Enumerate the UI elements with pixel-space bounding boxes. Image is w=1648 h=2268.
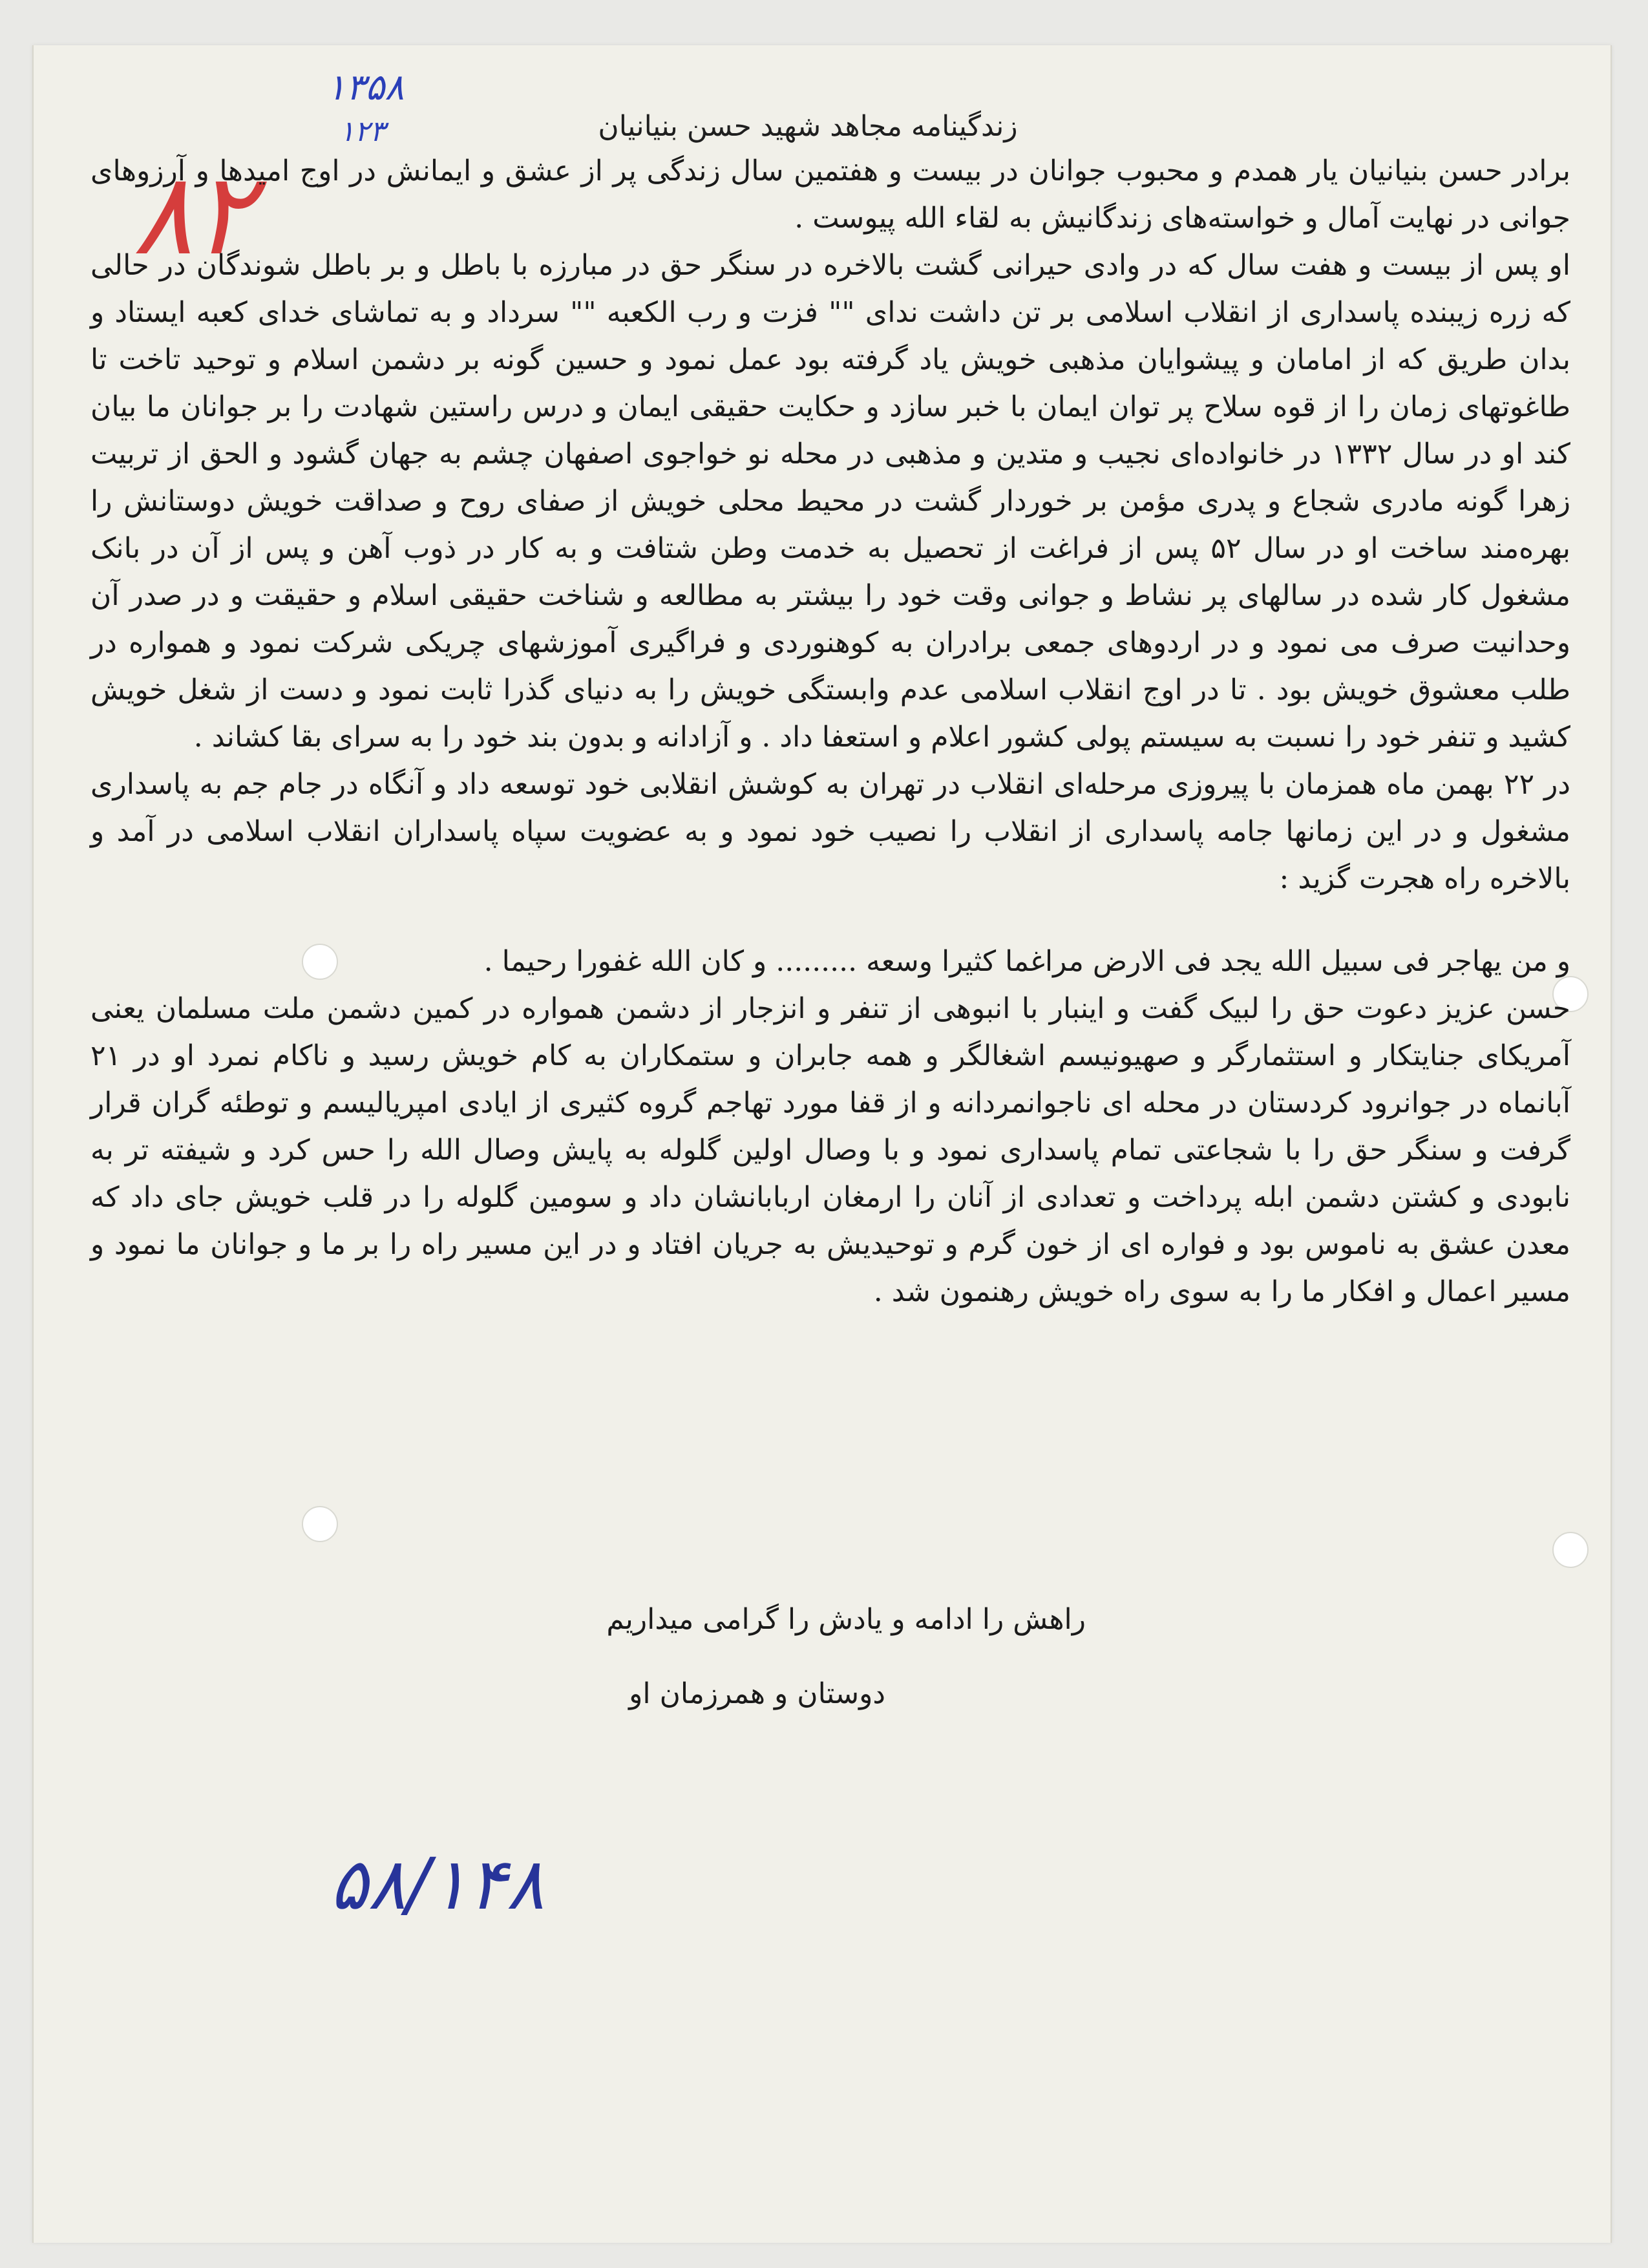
punch-hole-3 [302,1506,338,1542]
document-body [90,147,1570,1315]
paragraph-1: برادر حسن بنیانیان یار همدم و محبوب جوانان در بیست و هفتمین سال زندگی پر از عشق و ایمانش در اوج امیدها و آرزوهای جوانی در نهایت آمال و خواسته‌های زندگانیش به لقاء الله پیوست . [90,154,1570,235]
document-title: زندگینامه مجاهد شهید حسن بنیانیان [598,110,1018,143]
handwritten-year: ۱۳۵۸ [326,67,405,109]
signature-line: دوستان و همرزمان او [629,1677,885,1710]
handwritten-number: ۱۲۳ [339,115,385,148]
punch-hole-4 [1552,1532,1589,1568]
paragraph-3: در ۲۲ بهمن ماه همزمان با پیروزی مرحله‌ای انقلاب در تهران به کوشش انقلابی خود توسعه داد و آنگاه در جام جم به پاسداری مشغول و در این زمانها جامه پاسداری از انقلاب را نصیب خود نمود و به عضویت سپاه پاسداران انقلاب اسلامی در آمد و بالاخره راه هجرت گزید : [90,768,1571,895]
red-handwritten-mark: ۸۲ [132,149,254,281]
paragraph-2: او پس از بیست و هفت سال که در وادی حیرانی گشت بالاخره در سنگر حق در مبارزه با باطل و بر باطل شوندگان در حالی که زره زیبنده پاسداری از انقلاب اسلامی بر تن داشت ندای "" فزت و رب الکعبه "" سرداد و به تماشای خدای کعبه ایستاد و بدان طریق که از امامان و پیشوایان مذهبی خویش یاد گرفته بود عمل نمود و حسین گونه بر دشمن اسلام و توحید تاخت تا طاغوتهای زمان را از قوه سلاح پر توان ایمان با خبر سازد و حکایت حقیقی ایمان و درس راستین شهادت را بر جوانان ما بیان کند او در سال ۱۳۳۲ در خانواده‌ای نجیب و متدین و مذهبی در محله نو خواجوی اصفهان چشم به جهان گشود و الحق از تربیت زهرا گونه مادری شجاع و پدری مؤمن بر خوردار گشت در محیط محلی خویش از صفای روح و صداقت خویش دوستانش را بهره‌مند ساخت او در سال ۵۲ پس از فراغت از تحصیل به خدمت وطن شتافت و به کار در ذوب آهن و پس از آن در بانک مشغول کار شده در سالهای پر نشاط و جوانی وقت خود را بیشتر به مطالعه و شناخت حقیقی اسلام و حقیقت و در صدر آن وحدانیت صرف می نمود و در اردوهای جمعی برادران به کوهنوردی و فراگیری آموزشهای چریکی شرکت نمود و همواره در طلب معشوق خویش بود . تا در اوج انقلاب اسلامی عدم وابستگی خویش را به دنیای گذرا ثابت نمود و دست از شغل خویش کشید و تنفر خود را نسبت به سیستم پولی کشور اعلام و استعفا داد . و آزادانه و بدون بند خود را به سرای بقا کشاند . [90,249,1571,754]
closing-line: راهش را ادامه و یادش را گرامی میداریم [606,1603,1086,1636]
handwritten-archive-number: ۵۸/۱۴۸ [330,1843,545,1925]
quran-verse: و من یهاجر فی سبیل الله یجد فی الارض مراغما کثیرا وسعه ......... و کان الله غفورا رحیما . [483,945,1570,978]
paragraph-4: حسن عزیز دعوت حق را لبیک گفت و اینبار با انبوهی از تنفر و انزجار از دشمن همواره در کمین دشمن ملت مسلمان یعنی آمریکای جنایتکار و استثمارگر و صهیونیسم اشغالگر و همه جابران و ستمکاران به کام خویش رسید و ناکام نمرد او در ۲۱ آبانماه در جوانرود کردستان در محله ای ناجوانمردانه و از قفا مورد تهاجم گروه کثیری از ایادی امپریالیسم و توطئه گران قرار گرفت و سنگر حق را با شجاعتی تمام پاسداری نمود و با وصال اولین گلوله به پایش وصال الله را حس کرد و شیفته تر به نابودی و کشتن دشمن ابله پرداخت و تعدادی از آنان را ارمغان اربابانشان داد و سومین گلوله را در قلب خویش جای داد که معدن عشق به ناموس بود و فواره ای از خون گرم و توحیدیش به جریان افتاد و در این مسیر راه را بر ما و جوانان ما نمود و مسیر اعمال و افکار ما را به سوی راه خویش رهنمون شد . [90,992,1570,1308]
